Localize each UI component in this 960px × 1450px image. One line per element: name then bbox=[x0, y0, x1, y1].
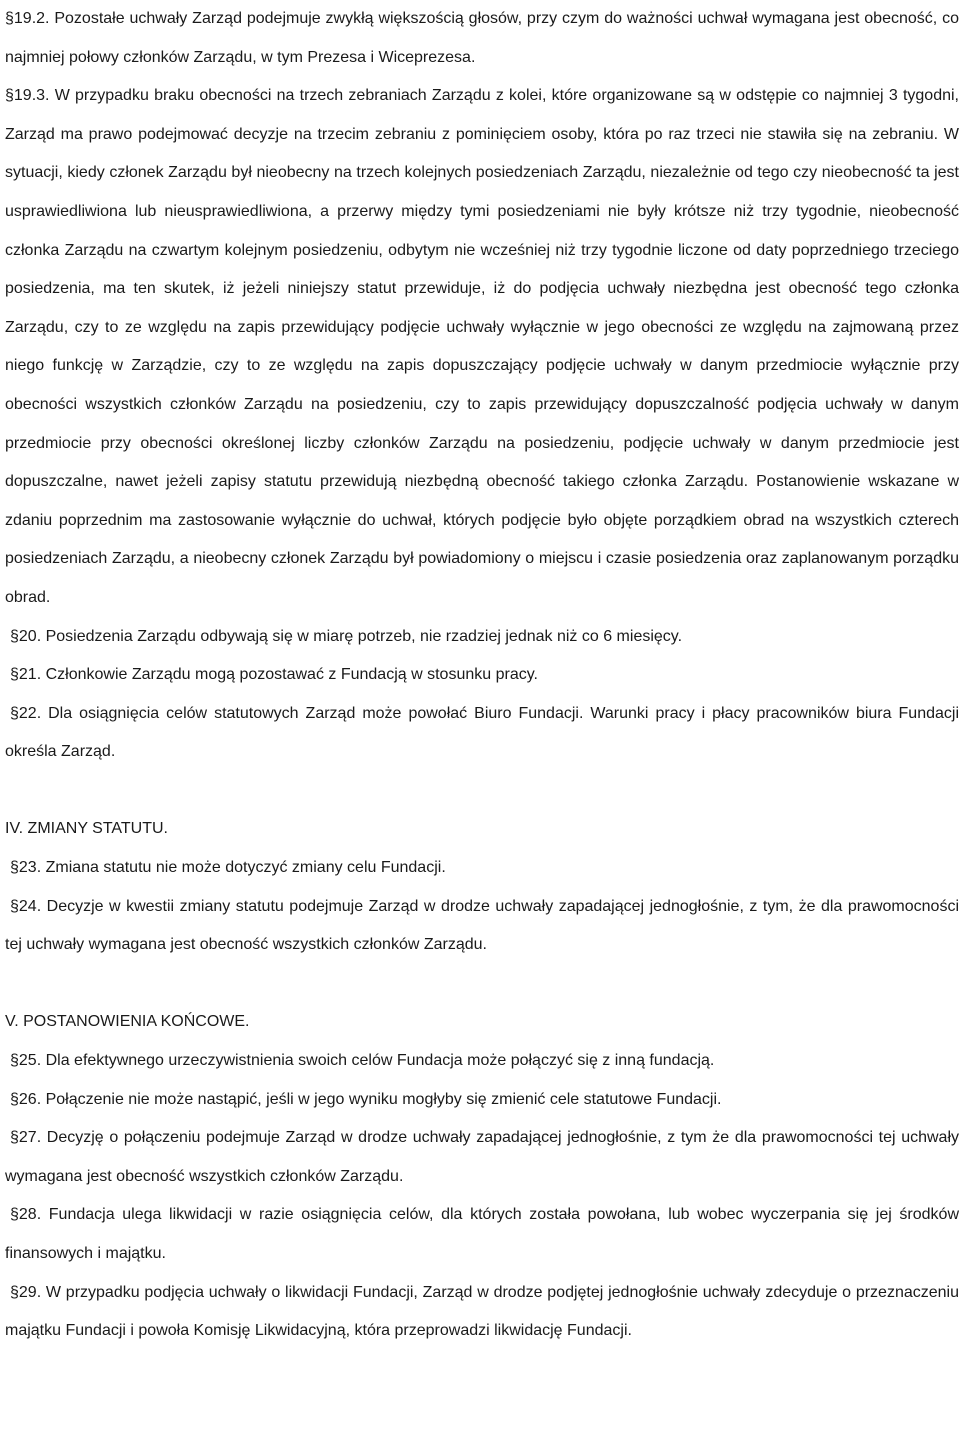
paragraph-24: §24. Decyzje w kwestii zmiany statutu podejmuje Zarząd w drodze uchwały zapadającej jednogłośnie, z tym, że dla prawomocności tej uchwały wymagana jest obecność wszystkich członków Zarządu. bbox=[5, 897, 959, 954]
paragraph-22: §22. Dla osiągnięcia celów statutowych Zarząd może powołać Biuro Fundacji. Warunki pracy i płacy pracowników biura Fundacji określa Zarząd. bbox=[5, 704, 959, 761]
section-heading-iv: IV. ZMIANY STATUTU. bbox=[5, 820, 168, 838]
paragraph-20: §20. Posiedzenia Zarządu odbywają się w miarę potrzeb, nie rzadziej jednak niż co 6 miesięcy. bbox=[10, 627, 683, 645]
paragraph-19-2: §19.2. Pozostałe uchwały Zarząd podejmuje zwykłą większością głosów, przy czym do ważności uchwał wymagana jest obecność, co najmniej połowy członków Zarządu, w tym Prezesa i Wiceprezesa. bbox=[5, 10, 959, 66]
section-spacer bbox=[5, 965, 960, 1004]
paragraph-23: §23. Zmiana statutu nie może dotyczyć zmiany celu Fundacji. bbox=[10, 859, 446, 877]
paragraph-19-3: §19.3. W przypadku braku obecności na trzech zebraniach Zarządu z kolei, które organizowane są w odstępie co najmniej 3 tygodni, Zarząd ma prawo podejmować decyzje na trzecim zebraniu z pominięciem osoby, która po raz trzeci nie stawiła się na zebraniu. W sytuacji, kiedy członek Zarządu był nieobecny na trzech kolejnych posiedzeniach Zarządu, niezależnie od tego czy nieobecność ta jest usprawiedliwiona lub nieusprawiedliwiona, a przerwy między tymi posiedzeniami nie były krótsze niż trzy tygodnie, nieobecność członka Zarządu na czwartym kolejnym posiedzeniu, odbytym nie wcześniej niż trzy tygodnie liczone od daty poprzedniego trzeciego posiedzenia, ma ten skutek, iż jeżeli niniejszy statut przewiduje, iż do podjęcia uchwały niezbędna jest obecność tego członka Zarządu, czy to ze względu na zapis przewidujący podjęcie uchwały wyłącznie w jego obecności ze względu na zajmowaną przez niego funkcję w Zarządzie, czy to ze względu na zapis dopuszczający podjęcie uchwały w danym przedmiocie wyłącznie przy obecności wszystkich członków Zarządu na posiedzeniu, czy to zapis przewidujący dopuszczalność podjęcia uchwały w danym przedmiocie przy obecności określonej liczby członków Zarządu na posiedzeniu, podjęcie uchwały w danym przedmiocie jest dopuszczalne, nawet jeżeli zapisy statutu przewidują niezbędną obecność takiego członka Zarządu. Postanowienie wskazane w zdaniu poprzednim ma zastosowanie wyłącznie do uchwał, których podjęcie było objęte porządkiem obrad na wszystkich czterech posiedzeniach Zarządu, a nieobecny członek Zarządu był powiadomiony o miejscu i czasie posiedzenia oraz zaplanowanym porządku obrad. bbox=[5, 87, 959, 606]
paragraph-27: §27. Decyzję o połączeniu podejmuje Zarząd w drodze uchwały zapadającej jednogłośnie, z tym że dla prawomocności tej uchwały wymagana jest obecność wszystkich członków Zarządu. bbox=[5, 1129, 959, 1185]
paragraph-25: §25. Dla efektywnego urzeczywistnienia swoich celów Fundacja może połączyć się z inną fundacją. bbox=[10, 1052, 715, 1070]
paragraph-29: §29. W przypadku podjęcia uchwały o likwidacji Fundacji, Zarząd w drodze podjętej jednogłośnie uchwały zdecyduje o przeznaczeniu majątku Fundacji i powoła Komisję Likwidacyjną, która przeprowadzi likwidację Fundacji. bbox=[5, 1283, 959, 1340]
paragraph-21: §21. Członkowie Zarządu mogą pozostawać z Fundacją w stosunku pracy. bbox=[10, 666, 538, 684]
section-heading-v: V. POSTANOWIENIA KOŃCOWE. bbox=[5, 1013, 250, 1031]
paragraph-26: §26. Połączenie nie może nastąpić, jeśli w jego wyniku mogłyby się zmienić cele statutowe Fundacji. bbox=[10, 1090, 722, 1108]
paragraph-28: §28. Fundacja ulega likwidacji w razie osiągnięcia celów, dla których została powołana, lub wobec wyczerpania się jej środków finansowych i majątku. bbox=[5, 1206, 959, 1262]
section-spacer bbox=[5, 772, 960, 811]
